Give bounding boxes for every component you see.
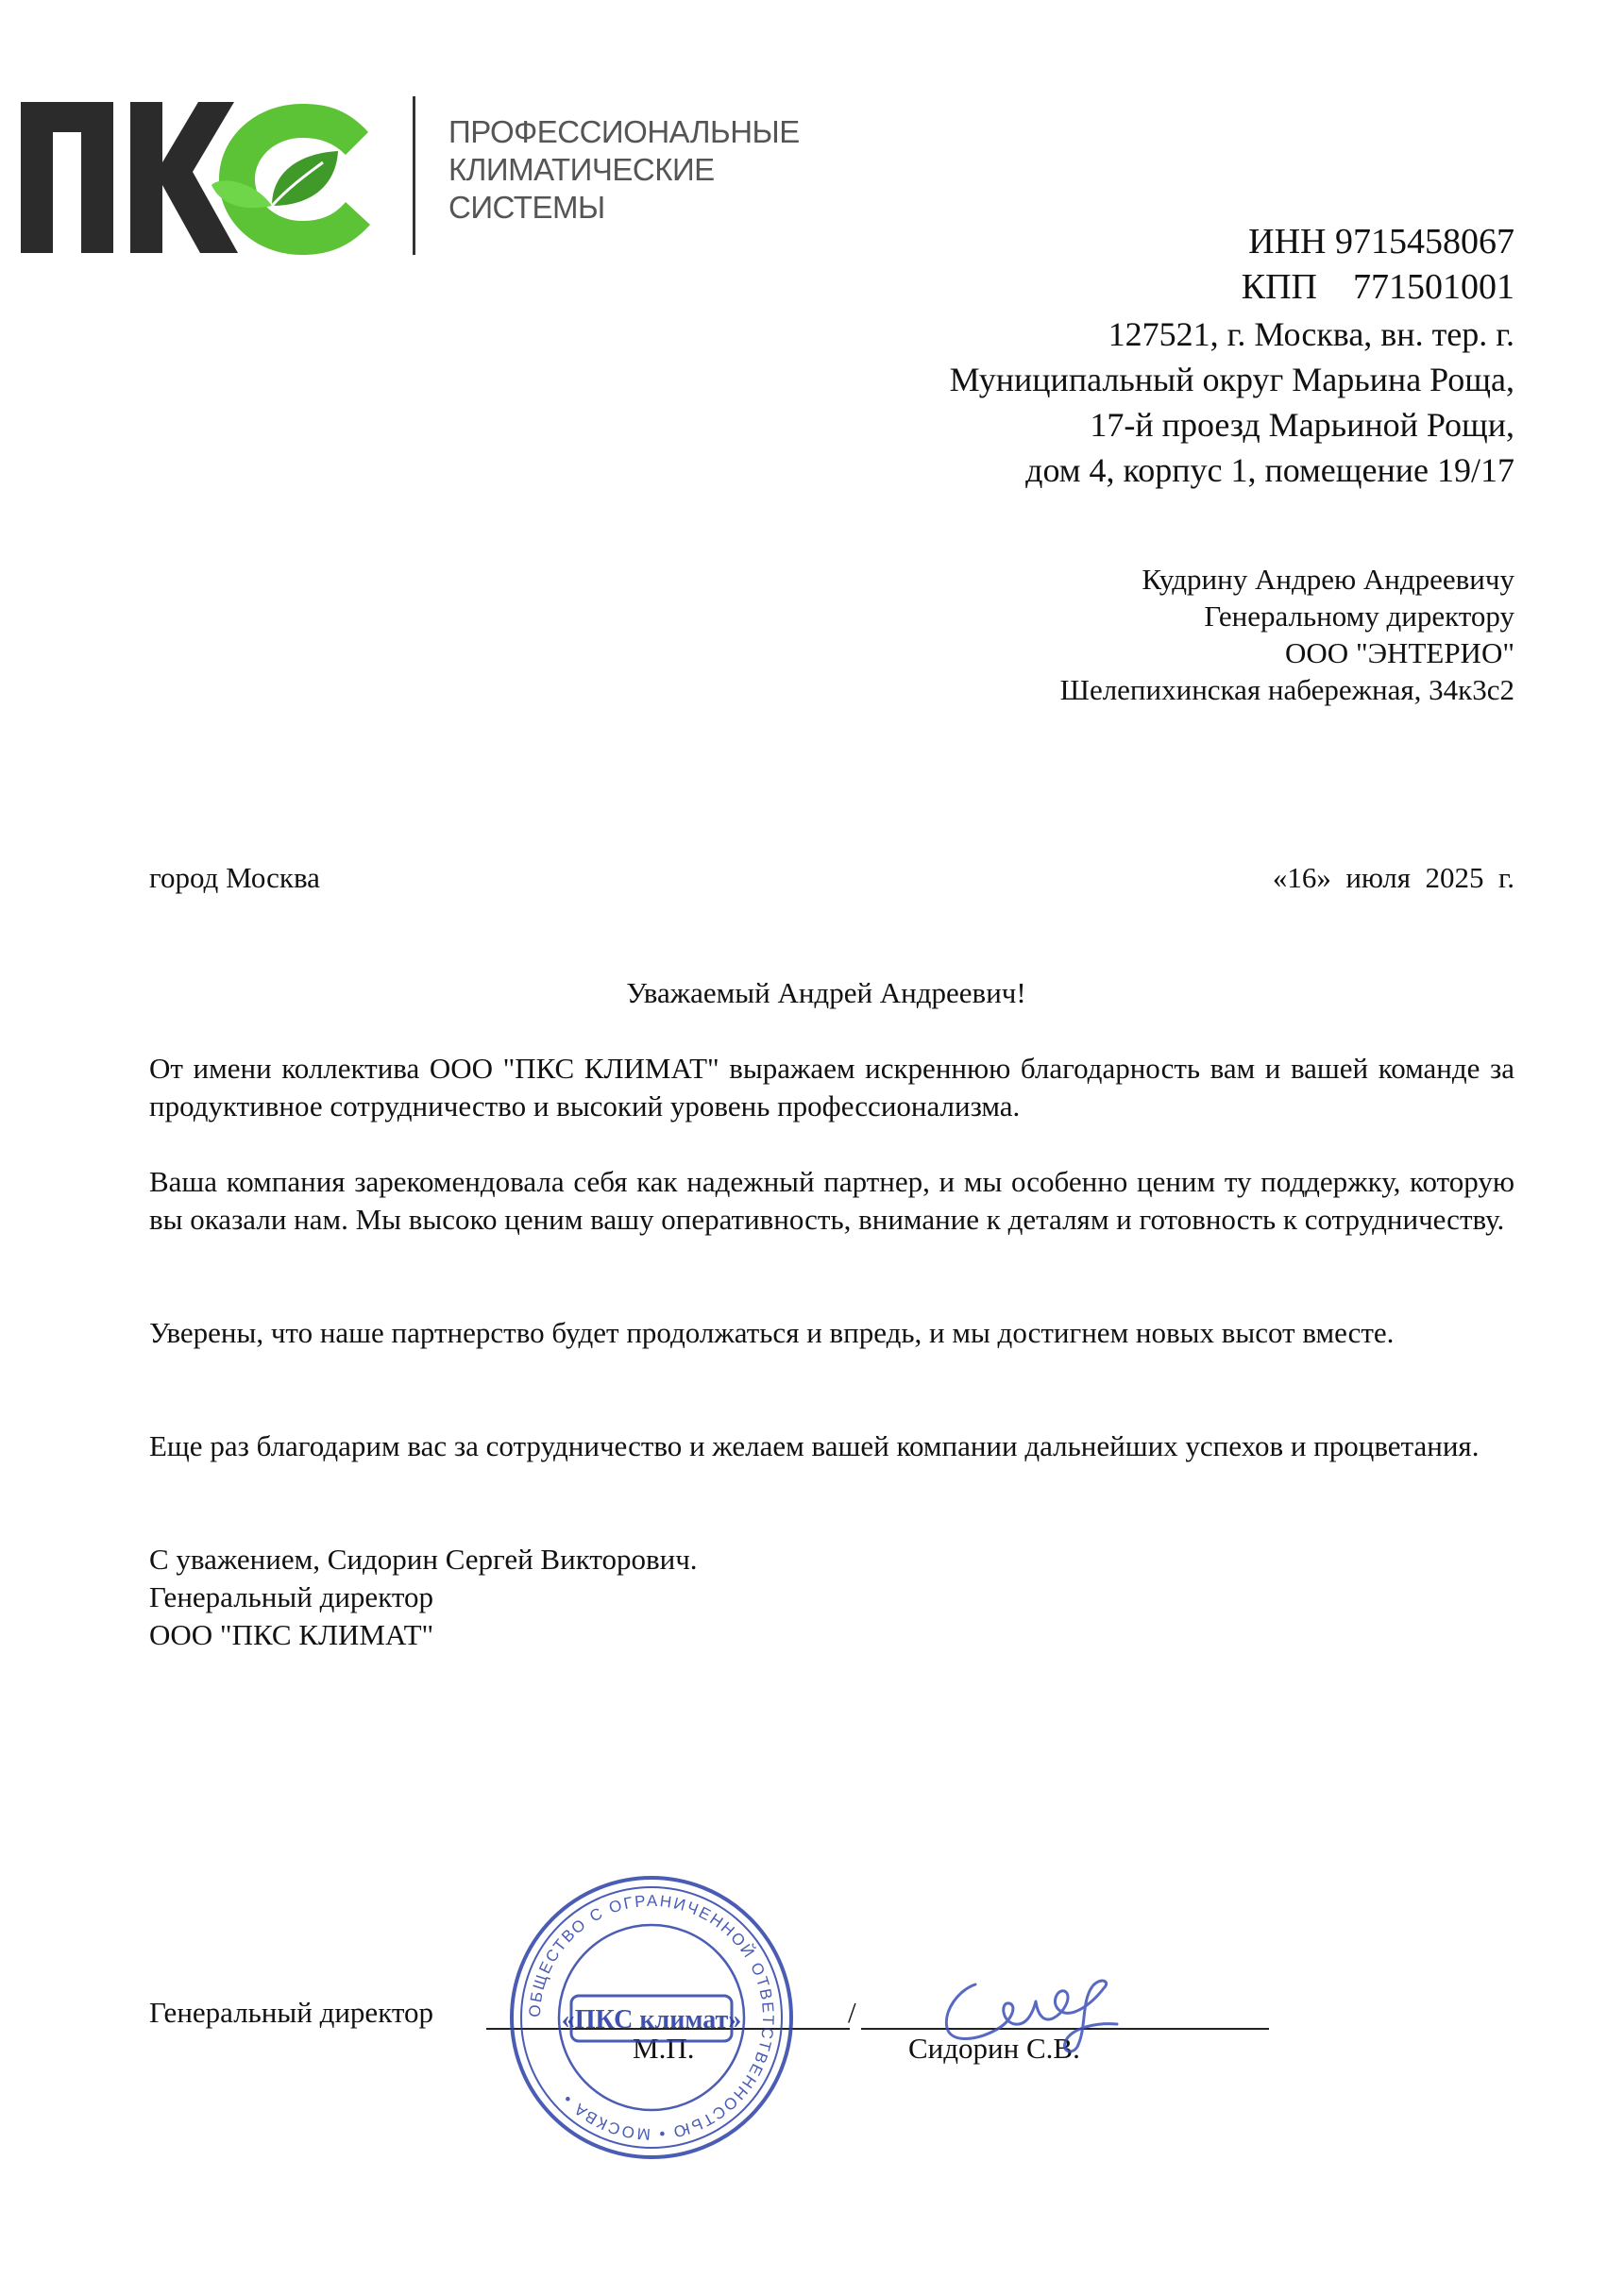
kpp-label: КПП bbox=[1241, 267, 1317, 307]
recipient-name: Кудрину Андрею Андреевичу bbox=[1142, 563, 1514, 596]
signature-scribble bbox=[930, 1956, 1128, 2060]
recipient-position: Генеральному директору bbox=[1204, 599, 1514, 633]
stamp-center-text: «ПКС климат» bbox=[561, 2005, 742, 2034]
inn-label: ИНН bbox=[1248, 222, 1327, 262]
stamp-ring-text: ОБЩЕСТВО С ОГРАНИЧЕННОЙ ОТВЕТСТВЕННОСТЬЮ • МОСКВА • bbox=[525, 1891, 778, 2144]
paragraph-4: Еще раз благодарим вас за сотрудничество и желаем вашей компании дальнейших успехов и процветания. bbox=[149, 1429, 1480, 1462]
stamp-seal bbox=[505, 1871, 798, 2164]
paragraph-1: От имени коллектива ООО "ПКС КЛИМАТ" выражаем искреннюю благодарность вам и вашей команде за продуктивное сотрудничество и высокий уровень профессионализма. bbox=[149, 1052, 1514, 1123]
inn-line bbox=[1248, 219, 1514, 264]
paragraph-3: Уверены, что наше партнерство будет продолжаться и впредь, и мы достигнем новых высот вместе. bbox=[149, 1316, 1395, 1349]
date-year: 2025 bbox=[1425, 861, 1484, 894]
address-line-1: 127521, г. Москва, вн. тер. г. bbox=[1108, 315, 1514, 353]
address-line-4: дом 4, корпус 1, помещение 19/17 bbox=[1025, 451, 1514, 489]
recipient-address: Шелепихинская набережная, 34к3с2 bbox=[1059, 673, 1514, 706]
signature-separator: / bbox=[848, 1996, 856, 2029]
kpp-line bbox=[1242, 264, 1514, 310]
inn-value: 9715458067 bbox=[1335, 222, 1514, 262]
company-logo bbox=[19, 94, 415, 264]
stamp-caption: М.П. bbox=[633, 2032, 695, 2065]
recipient-company: ООО "ЭНТЕРИО" bbox=[1285, 636, 1514, 669]
date-month: июля bbox=[1345, 861, 1412, 894]
paragraph-2: Ваша компания зарекомендовала себя как надежный партнер, и мы особенно ценим ту поддержку, которую вы оказали нам. Мы высоко ценим вашу оперативность, внимание к деталям и готовность к сотрудничеству. bbox=[149, 1165, 1514, 1236]
tagline-line-3: СИСТЕМЫ bbox=[448, 190, 605, 225]
address-line-3: 17-й проезд Марьиной Рощи, bbox=[1090, 406, 1514, 444]
place: город Москва bbox=[149, 861, 320, 894]
pks-logo-mark bbox=[19, 94, 415, 264]
signer-name: Сидорин С.В. bbox=[908, 2032, 1080, 2065]
letter-date bbox=[1273, 859, 1514, 897]
tagline-line-1: ПРОФЕССИОНАЛЬНЫЕ bbox=[448, 114, 800, 149]
handwritten-signature bbox=[930, 1956, 1128, 2060]
tagline-line-2: КЛИМАТИЧЕСКИЕ bbox=[448, 152, 715, 187]
closing-company: ООО "ПКС КЛИМАТ" bbox=[149, 1618, 434, 1651]
kpp-value: 771501001 bbox=[1353, 267, 1514, 307]
closing-regards: С уважением, Сидорин Сергей Викторович. bbox=[149, 1543, 698, 1576]
logo-divider bbox=[413, 96, 415, 255]
company-stamp bbox=[505, 1871, 798, 2164]
address-line-2: Муниципальный округ Марьина Роща, bbox=[949, 361, 1514, 398]
date-day: «16» bbox=[1272, 861, 1331, 894]
signature-position: Генеральный директор bbox=[149, 1996, 433, 2029]
closing-position: Генеральный директор bbox=[149, 1580, 433, 1613]
date-suffix: г. bbox=[1498, 861, 1514, 894]
greeting: Уважаемый Андрей Андреевич! bbox=[626, 976, 1026, 1009]
